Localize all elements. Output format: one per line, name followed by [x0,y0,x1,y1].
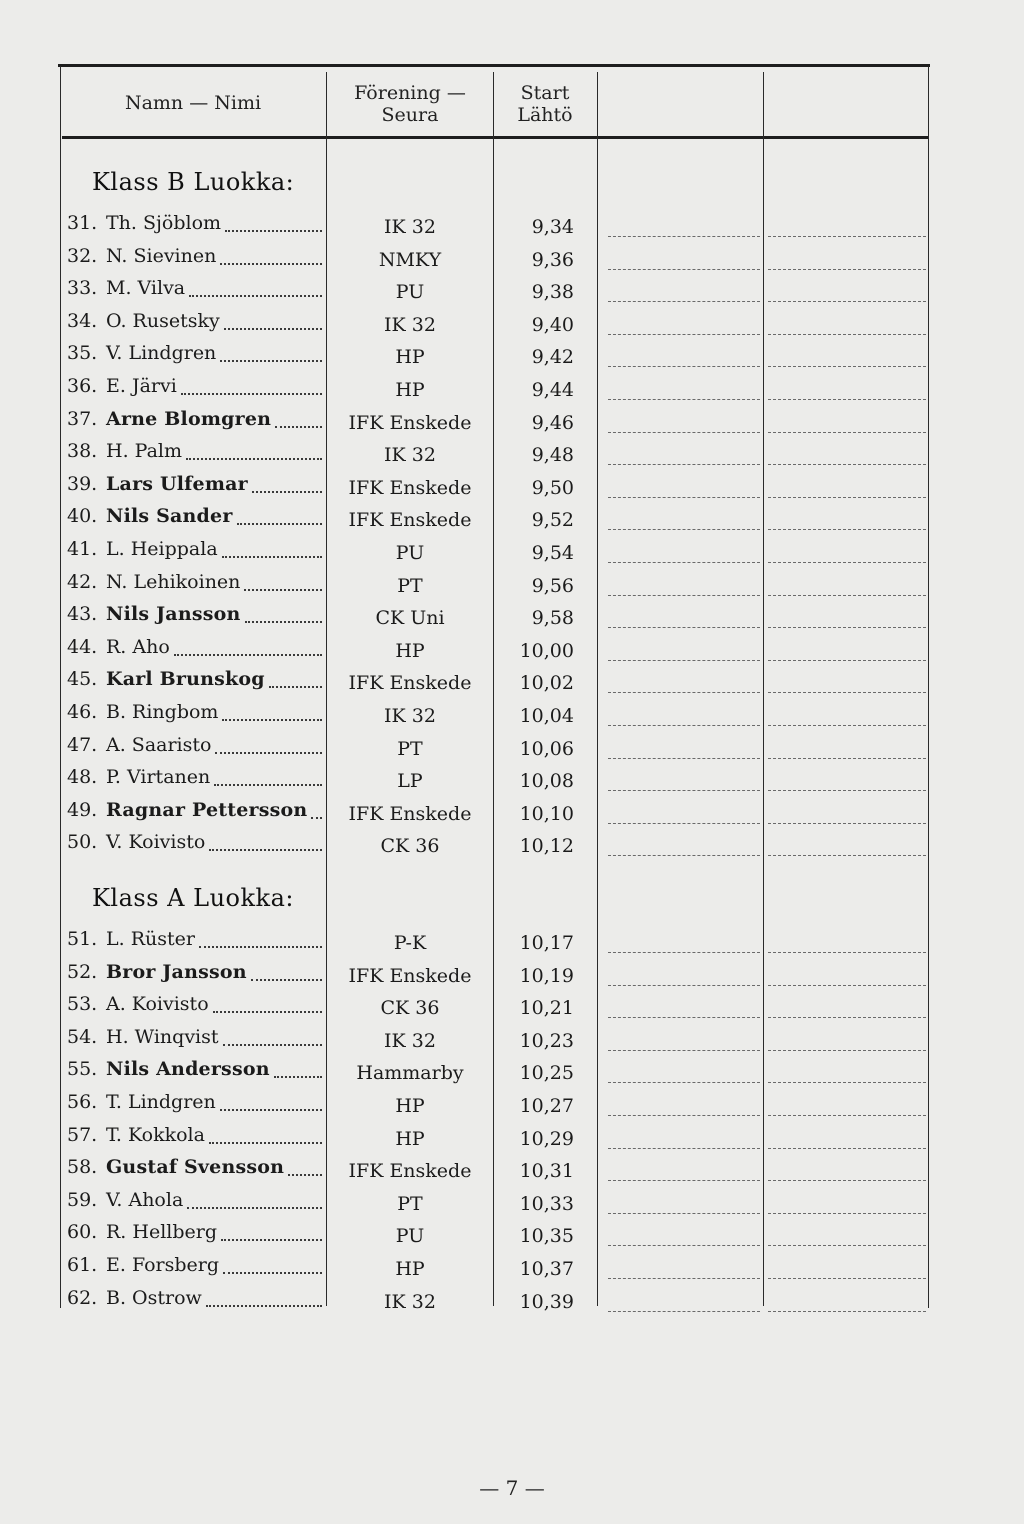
start-number: 32. [67,245,98,267]
result-blank-1 [608,1082,760,1083]
result-blank-2 [768,366,926,367]
club-name: HP [395,379,425,401]
table-row [0,734,1024,766]
competitor-name: A. Koivisto [106,993,209,1015]
table-row [0,342,1024,374]
competitor-name: Nils Jansson [106,603,241,625]
start-number: 31. [67,212,98,234]
competitor-name: Nils Sander [106,505,233,527]
leader-dots [223,1264,322,1274]
start-time: 10,02 [519,672,574,694]
competitor-name: B. Ostrow [106,1287,202,1309]
club-name: IK 32 [384,444,436,466]
leader-dots [244,581,322,591]
table-row [0,245,1024,277]
result-blank-2 [768,432,926,433]
table-row [0,831,1024,863]
header-start-line1: Start [520,82,570,104]
leader-dots [222,548,322,558]
table-row [0,1287,1024,1319]
leader-dots [269,678,322,688]
table-row [0,766,1024,798]
result-blank-2 [768,1180,926,1181]
leader-dots [220,1101,322,1111]
start-number: 46. [67,701,98,723]
result-blank-1 [608,1017,760,1018]
start-number: 52. [67,961,98,983]
start-time: 10,17 [519,932,574,954]
leader-dots [274,1068,322,1078]
table-row [0,799,1024,831]
leader-dots [221,1231,322,1241]
result-blank-1 [608,464,760,465]
start-number: 50. [67,831,98,853]
leader-dots [187,1199,322,1209]
club-name: HP [395,1128,425,1150]
result-blank-2 [768,595,926,596]
table-row [0,212,1024,244]
table-row [0,1026,1024,1058]
table-row [0,1221,1024,1253]
leader-dots [222,711,322,721]
start-time: 9,46 [531,412,574,434]
start-time: 9,42 [531,346,574,368]
competitor-name: B. Ringbom [106,701,219,723]
start-time: 9,48 [531,444,574,466]
result-blank-1 [608,1311,760,1312]
start-time: 10,10 [519,803,574,825]
competitor-name: H. Winqvist [106,1026,219,1048]
result-blank-1 [608,497,760,498]
result-blank-1 [608,399,760,400]
competitor-name: E. Järvi [106,375,177,397]
competitor-name: N. Sievinen [106,245,217,267]
table-row [0,473,1024,505]
start-number: 47. [67,734,98,756]
start-number: 59. [67,1189,98,1211]
start-number: 44. [67,636,98,658]
club-name: IFK Enskede [348,803,472,825]
result-blank-1 [608,562,760,563]
club-name: IK 32 [384,1291,436,1313]
club-name: IK 32 [384,314,436,336]
start-number: 61. [67,1254,98,1276]
club-name: HP [395,640,425,662]
leader-dots [215,744,322,754]
leader-dots [288,1166,322,1176]
start-number: 57. [67,1124,98,1146]
club-name: PT [397,738,423,760]
header-club-line2: Seura [381,104,439,126]
table-row [0,408,1024,440]
table-row [0,1058,1024,1090]
leader-dots [199,938,322,948]
page-number: — 7 — [479,1476,545,1500]
leader-dots [220,255,322,265]
start-number: 34. [67,310,98,332]
competitor-name: N. Lehikoinen [106,571,241,593]
club-name: PT [397,575,423,597]
result-blank-2 [768,758,926,759]
table-row [0,1156,1024,1188]
result-blank-2 [768,301,926,302]
start-number: 39. [67,473,98,495]
table-row [0,538,1024,570]
competitor-name: Gustaf Svensson [106,1156,285,1178]
table-row [0,1254,1024,1286]
competitor-name: Th. Sjöblom [106,212,222,234]
start-time: 9,52 [531,509,574,531]
result-blank-1 [608,952,760,953]
leader-dots [209,1134,322,1144]
header-start-line2: Lähtö [517,104,573,126]
club-name: P-K [393,932,427,954]
start-time: 9,54 [531,542,574,564]
table-row [0,440,1024,472]
leader-dots [181,385,322,395]
start-number: 36. [67,375,98,397]
club-name: IK 32 [384,705,436,727]
start-number: 62. [67,1287,98,1309]
start-number: 41. [67,538,98,560]
club-name: LP [397,770,423,792]
table-row [0,1091,1024,1123]
result-blank-1 [608,855,760,856]
competitor-name: O. Rusetsky [106,310,220,332]
leader-dots [237,515,322,525]
header-rule [62,136,928,139]
table-row [0,701,1024,733]
result-blank-2 [768,1213,926,1214]
top-rule [58,64,930,67]
competitor-name: M. Vilva [106,277,186,299]
leader-dots [209,841,322,851]
start-time: 9,56 [531,575,574,597]
competitor-name: L. Heippala [106,538,218,560]
result-blank-1 [608,627,760,628]
result-blank-1 [608,1115,760,1116]
club-name: IFK Enskede [348,412,472,434]
result-blank-1 [608,790,760,791]
section-title: Klass A Luokka: [92,884,294,912]
table-row [0,993,1024,1025]
table-row [0,571,1024,603]
result-blank-1 [608,529,760,530]
result-blank-2 [768,334,926,335]
table-row [0,636,1024,668]
header-name: Namn — Nimi [124,92,262,114]
result-blank-2 [768,1017,926,1018]
table-row [0,1124,1024,1156]
result-blank-2 [768,1148,926,1149]
competitor-name: Lars Ulfemar [106,473,248,495]
leader-dots [214,776,322,786]
start-time: 10,35 [519,1225,574,1247]
result-blank-1 [608,758,760,759]
result-blank-1 [608,1213,760,1214]
club-name: CK 36 [380,997,440,1019]
result-blank-1 [608,595,760,596]
competitor-name: V. Koivisto [106,831,206,853]
start-number: 60. [67,1221,98,1243]
leader-dots [245,613,322,623]
competitor-name: V. Ahola [106,1189,184,1211]
result-blank-1 [608,823,760,824]
start-time: 10,23 [519,1030,574,1052]
start-time: 10,27 [519,1095,574,1117]
club-name: HP [395,346,425,368]
result-blank-2 [768,855,926,856]
start-time: 10,39 [519,1291,574,1313]
result-blank-1 [608,301,760,302]
result-blank-1 [608,1148,760,1149]
result-blank-1 [608,334,760,335]
result-blank-1 [608,692,760,693]
start-time: 10,29 [519,1128,574,1150]
competitor-name: E. Forsberg [106,1254,220,1276]
table-row [0,1189,1024,1221]
result-blank-2 [768,529,926,530]
start-number: 49. [67,799,98,821]
start-time: 10,19 [519,965,574,987]
start-number: 43. [67,603,98,625]
start-time: 9,36 [531,249,574,271]
result-blank-2 [768,952,926,953]
start-number: 55. [67,1058,98,1080]
club-name: CK Uni [375,607,445,629]
leader-dots [220,352,322,362]
result-blank-2 [768,269,926,270]
table-row [0,505,1024,537]
leader-dots [252,483,322,493]
start-time: 10,04 [519,705,574,727]
competitor-name: P. Virtanen [106,766,211,788]
club-name: PT [397,1193,423,1215]
start-number: 56. [67,1091,98,1113]
club-name: PU [395,281,425,303]
start-time: 9,50 [531,477,574,499]
competitor-name: T. Lindgren [106,1091,216,1113]
result-blank-2 [768,1278,926,1279]
start-number: 53. [67,993,98,1015]
competitor-name: Bror Jansson [106,961,247,983]
club-name: IK 32 [384,1030,436,1052]
start-time: 10,25 [519,1062,574,1084]
start-number: 37. [67,408,98,430]
leader-dots [224,320,322,330]
club-name: PU [395,542,425,564]
start-time: 10,31 [519,1160,574,1182]
leader-dots [311,809,322,819]
table-row [0,928,1024,960]
competitor-name: V. Lindgren [106,342,217,364]
start-number: 45. [67,668,98,690]
competitor-name: R. Aho [106,636,170,658]
club-name: Hammarby [356,1062,464,1084]
result-blank-1 [608,660,760,661]
competitor-name: L. Rüster [106,928,195,950]
start-number: 42. [67,571,98,593]
start-time: 9,40 [531,314,574,336]
club-name: IFK Enskede [348,477,472,499]
result-blank-2 [768,985,926,986]
competitor-name: Nils Andersson [106,1058,270,1080]
start-time: 9,34 [531,216,574,238]
result-blank-2 [768,823,926,824]
competitor-name: A. Saaristo [106,734,212,756]
result-blank-2 [768,725,926,726]
result-blank-1 [608,432,760,433]
club-name: HP [395,1258,425,1280]
table-row [0,603,1024,635]
result-blank-2 [768,1050,926,1051]
table-row [0,310,1024,342]
leader-dots [251,971,322,981]
start-number: 40. [67,505,98,527]
start-time: 10,08 [519,770,574,792]
start-time: 10,12 [519,835,574,857]
start-time: 10,06 [519,738,574,760]
result-blank-1 [608,725,760,726]
result-blank-1 [608,236,760,237]
table-row [0,277,1024,309]
start-number: 35. [67,342,98,364]
club-name: CK 36 [380,835,440,857]
club-name: IFK Enskede [348,1160,472,1182]
result-blank-2 [768,399,926,400]
competitor-name: R. Hellberg [106,1221,218,1243]
club-name: HP [395,1095,425,1117]
start-time: 9,38 [531,281,574,303]
result-blank-2 [768,1082,926,1083]
competitor-name: Arne Blomgren [106,408,272,430]
leader-dots [275,418,322,428]
club-name: PU [395,1225,425,1247]
start-time: 10,37 [519,1258,574,1280]
table-row [0,961,1024,993]
result-blank-2 [768,1115,926,1116]
leader-dots [225,222,322,232]
result-blank-1 [608,269,760,270]
start-number: 48. [67,766,98,788]
result-blank-1 [608,985,760,986]
result-blank-2 [768,464,926,465]
result-blank-1 [608,1278,760,1279]
start-number: 38. [67,440,98,462]
result-blank-2 [768,660,926,661]
club-name: IFK Enskede [348,672,472,694]
result-blank-1 [608,366,760,367]
start-number: 51. [67,928,98,950]
leader-dots [186,450,322,460]
result-blank-2 [768,692,926,693]
result-blank-2 [768,497,926,498]
start-number: 58. [67,1156,98,1178]
start-time: 9,58 [531,607,574,629]
leader-dots [213,1003,322,1013]
start-time: 10,33 [519,1193,574,1215]
competitor-name: T. Kokkola [106,1124,205,1146]
start-time: 10,00 [519,640,574,662]
result-blank-2 [768,1311,926,1312]
club-name: NMKY [378,249,442,271]
leader-dots [189,287,322,297]
result-blank-2 [768,790,926,791]
leader-dots [206,1297,322,1307]
result-blank-1 [608,1050,760,1051]
club-name: IFK Enskede [348,965,472,987]
competitor-name: H. Palm [106,440,182,462]
table-row [0,375,1024,407]
start-time: 10,21 [519,997,574,1019]
club-name: IK 32 [384,216,436,238]
leader-dots [223,1036,322,1046]
result-blank-2 [768,627,926,628]
competitor-name: Karl Brunskog [106,668,265,690]
result-blank-1 [608,1245,760,1246]
club-name: IFK Enskede [348,509,472,531]
result-blank-2 [768,1245,926,1246]
start-number: 54. [67,1026,98,1048]
start-time: 9,44 [531,379,574,401]
competitor-name: Ragnar Pettersson [106,799,308,821]
leader-dots [174,646,322,656]
result-blank-2 [768,562,926,563]
table-row [0,668,1024,700]
result-blank-1 [608,1180,760,1181]
start-number: 33. [67,277,98,299]
header-club-line1: Förening — [354,82,466,104]
section-title: Klass B Luokka: [92,168,295,196]
result-blank-2 [768,236,926,237]
